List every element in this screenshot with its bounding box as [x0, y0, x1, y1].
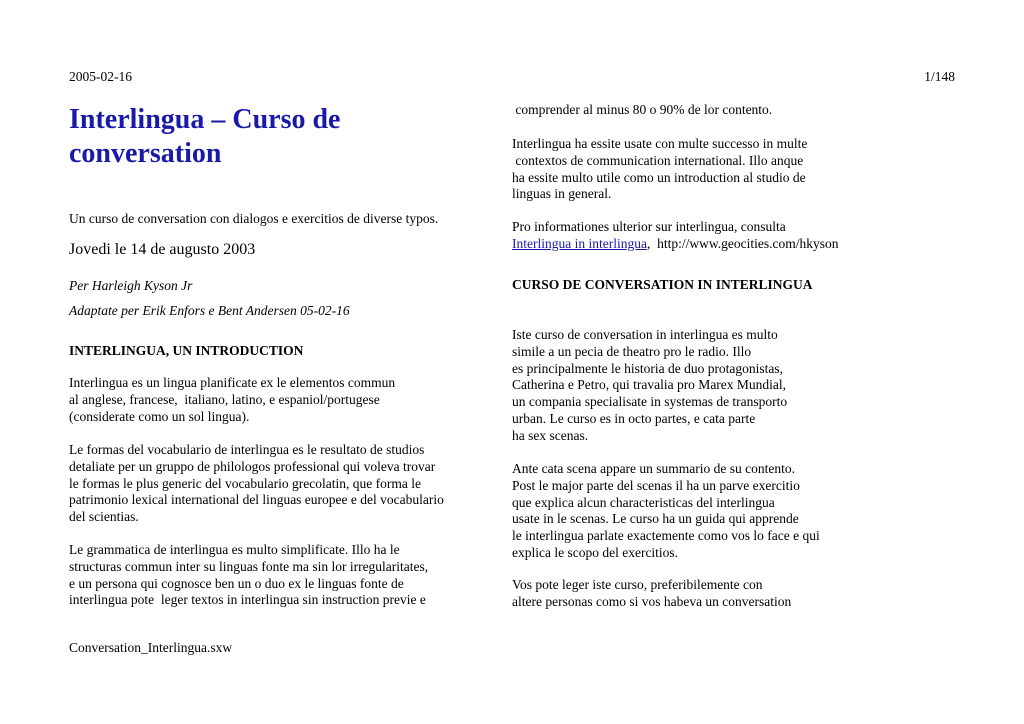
text-line: Pro informationes ulterior sur interlingua, consulta	[512, 219, 786, 234]
text-line: Catherina e Petro, qui travalia pro Marex Mundial,	[512, 377, 787, 393]
url-text: , http://www.geocities.com/hkyson	[646, 235, 839, 251]
paragraph	[512, 461, 820, 562]
header-date: 2005-02-16	[69, 69, 132, 84]
text-line: ha sex scenas.	[512, 427, 589, 443]
text-line: Interlingua ha essite usate con multe successo in multe	[512, 136, 808, 151]
link-line	[512, 236, 838, 253]
text-line: comprender al minus 80 o 90% de lor contento.	[512, 102, 773, 117]
paragraph	[69, 442, 444, 526]
text-line: (considerate como un sol lingua).	[69, 408, 250, 424]
text-line: Iste curso de conversation in interlingua es multo	[512, 327, 778, 342]
text-line: contextos de communication international. Illo anque	[512, 152, 804, 168]
text-line: ha essite multo utile como un introduction al studio de	[512, 169, 806, 185]
title-line: Interlingua – Curso de	[69, 104, 341, 135]
interlingua-link[interactable]: Interlingua in interlingua	[512, 235, 647, 251]
text-line: es principalmente le historia de duo protagonistas,	[512, 360, 784, 376]
text-line: e un persona qui cognosce ben un o duo ex le linguas fonte de	[69, 575, 404, 591]
footer-filename: Conversation_Interlingua.sxw	[69, 640, 233, 655]
paragraph	[512, 102, 772, 119]
text-line: interlingua pote leger textos in interlingua sin instruction previe e	[69, 592, 426, 608]
text-line: que explica alcun characteristicas del interlingua	[512, 494, 775, 510]
text-line: Interlingua es un lingua planificate ex le elementos commun	[69, 375, 396, 390]
text-line: Post le major parte del scenas il ha un parve exercitio	[512, 477, 800, 493]
page-number: 1/148	[924, 69, 955, 84]
text-line: altere personas como si vos habeva un conversation	[512, 593, 792, 609]
section-heading: CURSO DE CONVERSATION IN INTERLINGUA	[512, 277, 813, 292]
subtitle: Un curso de conversation con dialogos e exercitios de diverse typos.	[69, 211, 439, 226]
paragraph	[512, 577, 791, 611]
text-line: simile a un pecia de theatro pro le radio. Illo	[512, 343, 752, 359]
text-line: un compania specialisate in systemas de transporto	[512, 394, 788, 410]
text-line: Le formas del vocabulario de interlingua es le resultato de studios	[69, 442, 425, 457]
adaptation-line: Adaptate per Erik Enfors e Bent Andersen 05-02-16	[69, 303, 350, 318]
text-line: Ante cata scena appare un summario de su contento.	[512, 461, 796, 476]
date-heading: Jovedi le 14 de augusto 2003	[69, 241, 256, 258]
section-heading: INTERLINGUA, UN INTRODUCTION	[69, 343, 304, 358]
text-line: Le grammatica de interlingua es multo simplificate. Illo ha le	[69, 542, 400, 557]
text-line: Vos pote leger iste curso, preferibilemente con	[512, 577, 763, 592]
text-line: del scientias.	[69, 509, 139, 525]
document-title	[69, 103, 340, 171]
text-line: le formas le plus generic del vocabulario grecolatin, que forma le	[69, 475, 421, 491]
text-line: linguas in general.	[512, 186, 612, 202]
text-line: explica le scopo del exercitios.	[512, 544, 679, 560]
text-line: le interlingua parlate exactemente como vos lo face e qui	[512, 528, 820, 544]
paragraph	[512, 136, 807, 203]
text-line: detaliate per un gruppo de philologos professional qui voleva trovar	[69, 458, 436, 474]
title-line: conversation	[69, 138, 222, 169]
text-line: urban. Le curso es in octo partes, e cata parte	[512, 410, 756, 426]
author-line: Per Harleigh Kyson Jr	[69, 278, 193, 293]
paragraph	[512, 327, 787, 445]
paragraph	[69, 375, 395, 425]
paragraph	[69, 542, 428, 609]
text-line: structuras commun inter su linguas fonte ma sin lor irregularitates,	[69, 558, 429, 574]
paragraph	[512, 219, 838, 253]
text-line: usate in le scenas. Le curso ha un guida qui apprende	[512, 511, 799, 527]
text-line: patrimonio lexical international del linguas europee e del vocabulario	[69, 492, 444, 508]
text-line: al anglese, francese, italiano, latino, e espaniol/portugese	[69, 391, 380, 407]
